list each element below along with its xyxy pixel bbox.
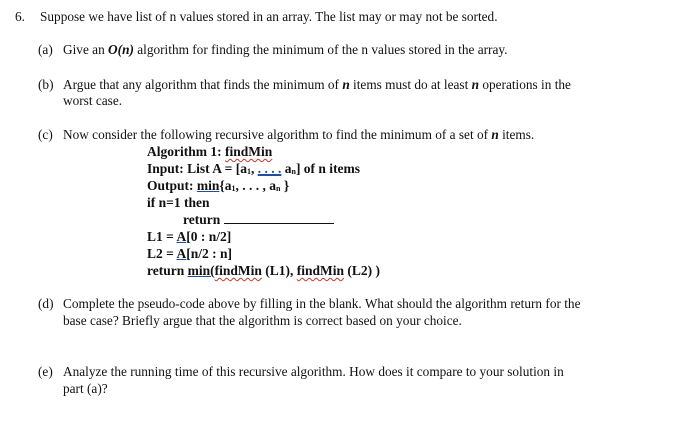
input-prefix: Input: List A = [a bbox=[147, 161, 247, 176]
output-set: , . . . , a bbox=[235, 178, 276, 193]
part-b-text: operations in the bbox=[479, 77, 571, 92]
input-suffix: ] of n items bbox=[295, 161, 361, 176]
input-an: a bbox=[281, 161, 292, 176]
part-a-text bbox=[63, 42, 508, 58]
algorithm-block bbox=[147, 143, 380, 279]
findmin-call: findMin bbox=[214, 263, 262, 278]
algorithm-final-return bbox=[147, 262, 380, 279]
output-set: {a bbox=[219, 178, 232, 193]
algorithm-title bbox=[147, 143, 380, 160]
part-e-line2: part (a)? bbox=[63, 381, 108, 396]
fill-in-blank[interactable] bbox=[224, 211, 334, 224]
algorithm-if-line: if n=1 then bbox=[147, 195, 210, 210]
part-e-label: (e) bbox=[38, 364, 53, 379]
algorithm-l2-line bbox=[147, 245, 380, 262]
part-e-line1: Analyze the running time of this recursive algorithm. How does it compare to your solution in bbox=[63, 364, 564, 379]
findmin-call: findMin bbox=[296, 263, 345, 278]
part-b-label: (b) bbox=[38, 77, 54, 92]
algorithm-l1-line bbox=[147, 228, 380, 245]
return-keyword: return bbox=[147, 263, 188, 278]
algorithm-name: findMin bbox=[225, 144, 273, 159]
part-d-label: (d) bbox=[38, 296, 54, 311]
algorithm-title-prefix: Algorithm 1: bbox=[147, 144, 225, 159]
l2-slice: [n/2 : n] bbox=[186, 246, 232, 261]
n-variable: n bbox=[471, 77, 479, 92]
big-o-notation: O(n) bbox=[108, 42, 134, 57]
part-d-line2: base case? Briefly argue that the algorithm is correct based on your choice. bbox=[63, 313, 462, 328]
subscript: n bbox=[291, 167, 296, 176]
output-set-end: } bbox=[280, 178, 290, 193]
call-arg: (L1), bbox=[261, 263, 297, 278]
part-c-text-before: Now consider the following recursive algorithm to find the minimum of a set of bbox=[63, 127, 492, 142]
array-a: A bbox=[176, 246, 187, 261]
part-c-text-after: items. bbox=[498, 127, 535, 142]
output-prefix: Output: bbox=[147, 178, 197, 193]
separator: , bbox=[250, 161, 258, 176]
question-number: 6. bbox=[15, 9, 25, 24]
n-variable: n bbox=[342, 77, 350, 92]
min-function: min( bbox=[187, 263, 215, 278]
part-d-line1: Complete the pseudo-code above by filling in the blank. What should the algorithm return for the bbox=[63, 296, 581, 311]
part-a-text-before: Give an bbox=[63, 42, 109, 57]
part-b-line1 bbox=[63, 77, 571, 93]
algorithm-output bbox=[147, 177, 380, 194]
return-keyword: return bbox=[183, 212, 221, 227]
part-a-label: (a) bbox=[38, 42, 53, 57]
subscript: n bbox=[275, 184, 281, 193]
part-b-text: items must do at least bbox=[349, 77, 472, 92]
l2-prefix: L2 = bbox=[147, 246, 177, 261]
part-b-line2: worst case. bbox=[63, 93, 123, 108]
l1-slice: [0 : n/2] bbox=[186, 229, 232, 244]
algorithm-return-blank-line bbox=[147, 211, 380, 228]
part-b-text: Argue that any algorithm that finds the minimum of bbox=[63, 77, 343, 92]
part-c-label: (c) bbox=[38, 127, 53, 142]
l1-prefix: L1 = bbox=[147, 229, 177, 244]
subscript: 1 bbox=[246, 167, 251, 176]
min-function: min bbox=[196, 178, 220, 193]
subscript: 1 bbox=[231, 184, 236, 193]
part-c-text bbox=[63, 127, 534, 143]
question-intro: Suppose we have list of n values stored in an array. The list may or may not be sorted. bbox=[40, 9, 498, 24]
ellipsis: . . . . bbox=[257, 161, 282, 176]
array-a: A bbox=[176, 229, 187, 244]
n-variable: n bbox=[491, 127, 499, 142]
call-arg: (L2) ) bbox=[344, 263, 381, 278]
algorithm-input bbox=[147, 160, 380, 177]
part-a-text-after: algorithm for finding the minimum of the n values stored in the array. bbox=[133, 42, 508, 57]
